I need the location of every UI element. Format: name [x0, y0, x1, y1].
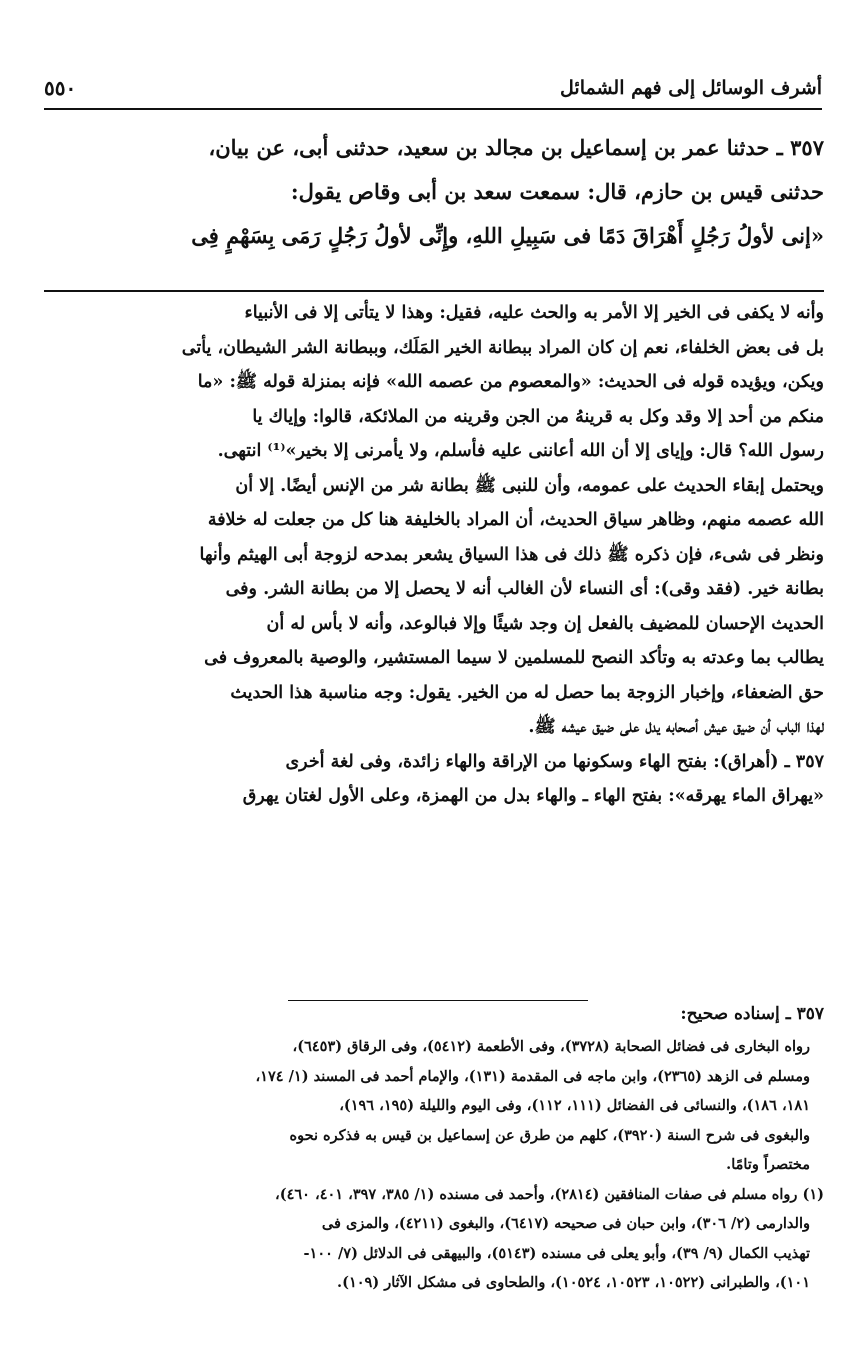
commentary-line: حق الضعفاء، وإخبار الزوجة بما حصل له من الخير. يقول: وجه مناسبة هذا الحديث: [230, 682, 824, 703]
commentary-line: منكم من أحد إلا وقد وكل به قرينهُ من الجن وقرينه من الملائكة، قالوا: وإياك يا: [252, 406, 824, 427]
footnote-line: مختصراً وتامًا.: [726, 1156, 810, 1173]
commentary-line: رسول الله؟ قال: وإياى إلا أن الله أعاننى عليه فأسلم، ولا يأمرنى إلا بخير»⁽¹⁾ انتهى.: [217, 441, 824, 461]
commentary-line: لهذا الباب أن ضيق عيش أصحابه يدل على ضيق عيشه ﷺ.: [528, 717, 824, 737]
footnote-separator: [288, 1000, 588, 1001]
footnote-line: (١) رواه مسلم فى صفات المنافقين (٢٨١٤)، وأحمد فى مسنده (١/ ٣٨٥، ٣٩٧، ٤٠١، ٤٦٠)،: [275, 1185, 824, 1203]
commentary-line: ونظر فى شىء، فإن ذكره ﷺ ذلك فى هذا السياق يشعر بمدحه لزوجة أبى الهيثم وأنها: [199, 544, 824, 565]
hadith-line: حدثنى قيس بن حازم، قال: سمعت سعد بن أبى وقاص يقول:: [290, 179, 824, 204]
commentary-line: يطالب بما وعدته به وتأكد النصح للمسلمين لا سيما المستشير، والوصية بالمعروف فى: [204, 648, 824, 668]
footnote-line: تهذيب الكمال (٩/ ٣٩)، وأبو يعلى فى مسنده (٥١٤٣)، والبيهقى فى الدلائل (٧/ ١٠٠-: [303, 1244, 810, 1262]
commentary-line: «يهراق الماء يهرقه»: بفتح الهاء ـ والهاء بدل من الهمزة، وعلى الأول لغتان يهرق: [242, 786, 824, 806]
footnote-line: ١٠١)، والطبرانى (١٠٥٢٢، ١٠٥٢٣، ١٠٥٢٤)، والطحاوى فى مشكل الآثار (١٠٩).: [337, 1274, 810, 1291]
commentary-line: الله عصمه منهم، وظاهر سياق الحديث، أن المراد بالخليفة هنا كل من جعلت له خلافة: [207, 510, 824, 530]
commentary-line: ٣٥٧ ـ (أهراق): بفتح الهاء وسكونها من الإراقة والهاء زائدة، وفى لغة أخرى: [285, 751, 824, 772]
footnote-line: والبغوى فى شرح السنة (٣٩٢٠)، كلهم من طرق عن إسماعيل بن قيس به فذكره نحوه: [289, 1126, 810, 1144]
commentary-text: [44, 296, 824, 814]
hadith-line: «إنى لأولُ رَجُلٍ أَهْرَاقَ دَمًا فى سَبِيلِ اللهِ، وإِنِّى لأولُ رَجُلٍ رَمَى بِسَهْمٍ فِى: [191, 223, 824, 248]
footnote-heading: ٣٥٧ ـ إسناده صحيح:: [680, 1004, 824, 1024]
commentary-line: الحديث الإحسان للمضيف بالفعل إن وجد شيئًا وإلا فبالوعد، وأنه لا بأس له أن: [266, 613, 824, 634]
footnote-line: ١٨١، ١٨٦)، والنسائى فى الفضائل (١١١، ١١٢)، وفى اليوم والليلة (١٩٥، ١٩٦)،: [339, 1097, 810, 1114]
footnote-line: رواه البخارى فى فضائل الصحابة (٣٧٢٨)، وفى الأطعمة (٥٤١٢)، وفى الرقاق (٦٤٥٣)،: [292, 1038, 810, 1055]
footnote-line: والدارمى (٢/ ٣٠٦)، وابن حبان فى صحيحه (٦٤١٧)، والبغوى (٤٢١١)، والمزى فى: [321, 1215, 810, 1232]
commentary-line: بل فى بعض الخلفاء، نعم إن كان المراد ببطانة الخير المَلَك، وببطانة الشر الشيطان، يأتى: [181, 337, 824, 358]
commentary-line: بطانة خير. (فقد وقى): أى النساء لأن الغالب أنه لا يحصل إلا من بطانة الشر. وفى: [225, 579, 824, 599]
running-title: أشرف الوسائل إلى فهم الشمائل: [560, 77, 822, 99]
page-header: [44, 68, 822, 110]
commentary-line: ويحتمل إبقاء الحديث على عمومه، وأن للنبى ﷺ بطانة شر من الإنس أيضًا. إلا أن: [235, 475, 824, 496]
commentary-line: وأنه لا يكفى فى الخير إلا الأمر به والحث عليه، فقيل: وهذا لا يتأتى إلا فى الأنبياء: [244, 303, 824, 323]
page-number: ٥٥٠: [44, 76, 77, 100]
text-separator: [44, 290, 824, 292]
hadith-line: ٣٥٧ ـ حدثنا عمر بن إسماعيل بن مجالد بن سعيد، حدثنى أبى، عن بيان،: [208, 135, 824, 160]
footnotes: [44, 1032, 824, 1298]
footnote-line: ومسلم فى الزهد (٢٣٦٥)، وابن ماجه فى المقدمة (١٣١)، والإمام أحمد فى المسند (١/ ١٧٤،: [255, 1067, 810, 1085]
hadith-text: [44, 126, 824, 258]
commentary-line: ويكن، ويؤيده قوله فى الحديث: «والمعصوم من عصمه الله» فإنه بمنزلة قوله ﷺ: «ما: [197, 372, 824, 392]
